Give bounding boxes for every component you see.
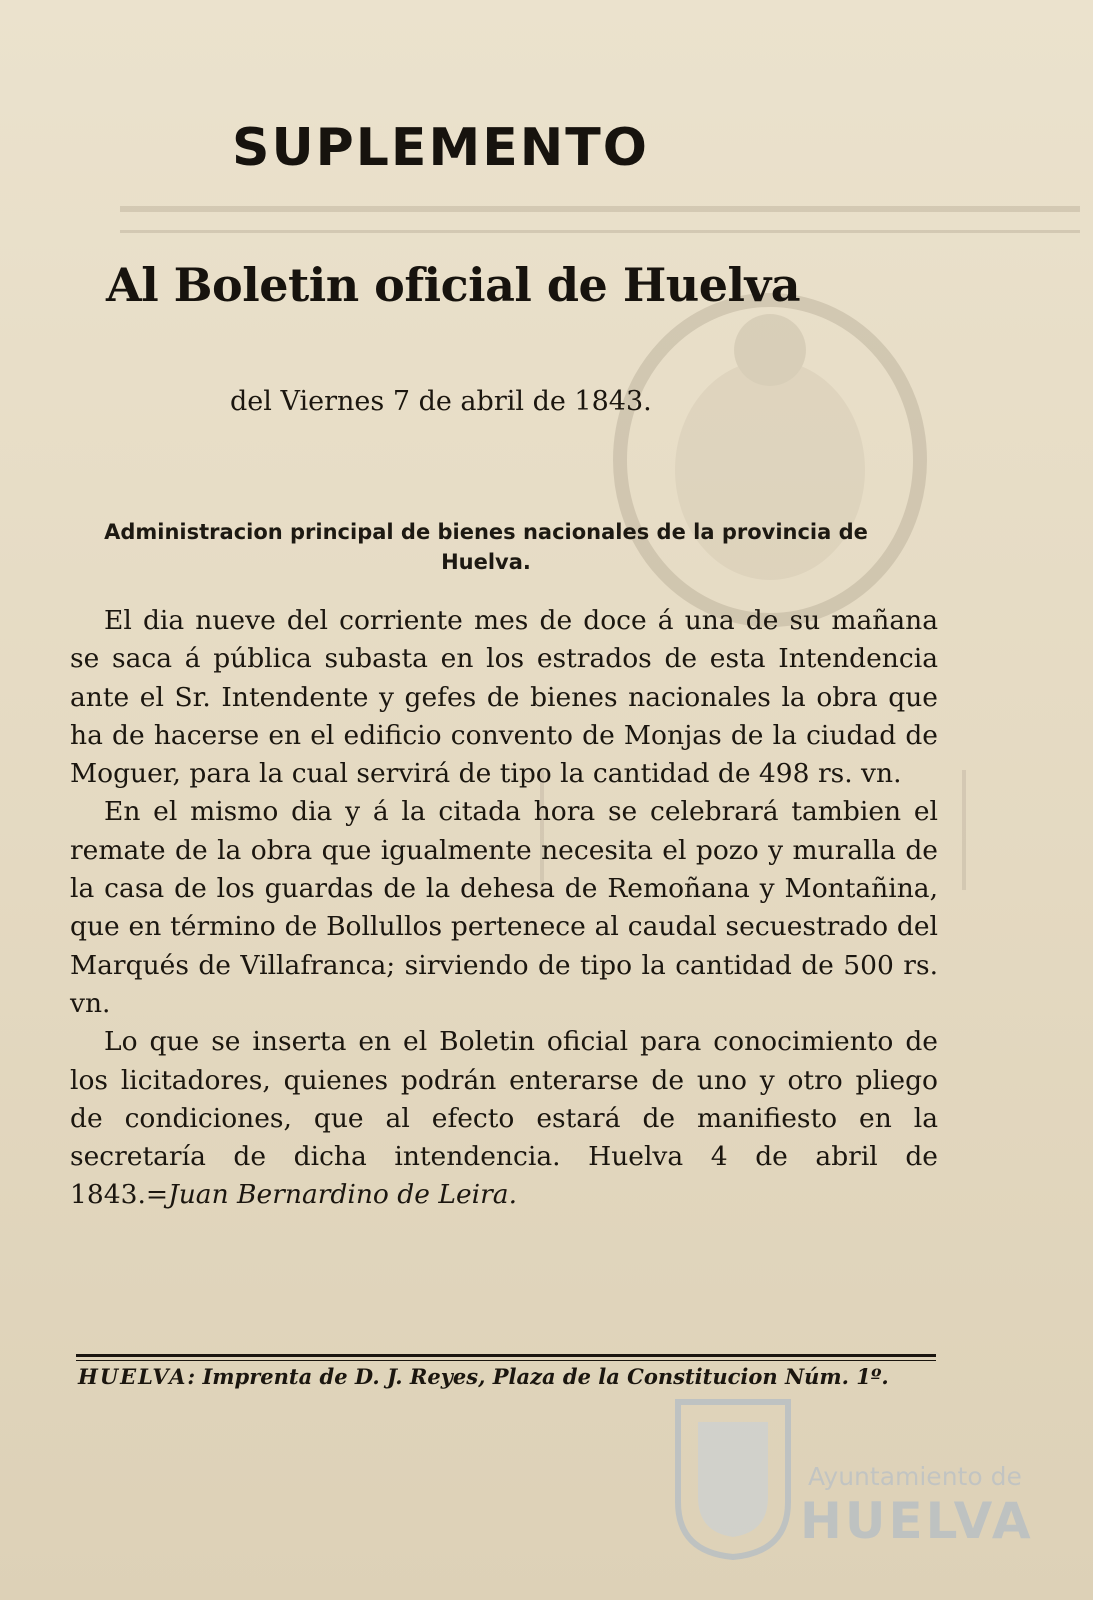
page-subtitle: Al Boletin oficial de Huelva bbox=[106, 258, 801, 312]
notice-heading-line2: Huelva. bbox=[441, 550, 531, 574]
city-shield-icon bbox=[668, 1392, 798, 1562]
footer-rule-thin bbox=[76, 1360, 936, 1361]
printer-imprint bbox=[78, 1364, 938, 1389]
showthrough-rule bbox=[120, 230, 1080, 233]
watermark-line2: HUELVA bbox=[800, 1492, 1034, 1550]
footer-rule bbox=[76, 1354, 936, 1357]
showthrough-rule bbox=[120, 206, 1080, 212]
page-title: SUPLEMENTO bbox=[232, 118, 649, 178]
notice-paragraph-1: El dia nueve del corriente mes de doce á una de su mañana se saca á pública subasta en los estrados de esta Intendencia ante el Sr. Intendente y gefes de bienes nacionales la obra que ha de hacerse en el edificio convento de Monjas de la ciudad de Moguer, para la cual servirá de tipo la cantidad de 498 rs. vn. bbox=[70, 605, 938, 790]
imprint-text: : Imprenta de D. J. Reyes, Plaza de la Constitucion Núm. 1º. bbox=[187, 1364, 889, 1389]
showthrough-crest-icon bbox=[590, 290, 950, 630]
showthrough-divider bbox=[962, 770, 966, 890]
notice-paragraph-2: En el mismo dia y á la citada hora se celebrará tambien el remate de la obra que igualmente necesita el pozo y muralla de la casa de los guardas de la dehesa de Remoñana y Montañina, que en término de Bollullos pertenece al caudal secuestrado del Marqués de Villafranca; sirviendo de tipo la cantidad de 500 rs. vn. bbox=[70, 796, 938, 1019]
watermark-line1: Ayuntamiento de bbox=[808, 1462, 1022, 1491]
imprint-city: HUELVA bbox=[78, 1364, 188, 1389]
notice-body bbox=[70, 602, 938, 1215]
issue-date: del Viernes 7 de abril de 1843. bbox=[230, 386, 652, 417]
notice-heading-line1: Administracion principal de bienes nacionales de la provincia de bbox=[104, 520, 868, 544]
archive-watermark bbox=[668, 1392, 1078, 1572]
notice-heading bbox=[56, 517, 916, 577]
signature: Juan Bernardino de Leira. bbox=[168, 1179, 518, 1211]
notice-paragraph-3-text: Lo que se inserta en el Boletin oficial para conocimiento de los licitadores, quienes podrán enterarse de uno y otro pliego de condiciones, que al efecto estará de manifiesto en la secretaría de dicha intendencia. Huelva 4 de abril de 1843.= bbox=[70, 1026, 938, 1211]
notice-paragraph-3 bbox=[70, 1023, 938, 1214]
